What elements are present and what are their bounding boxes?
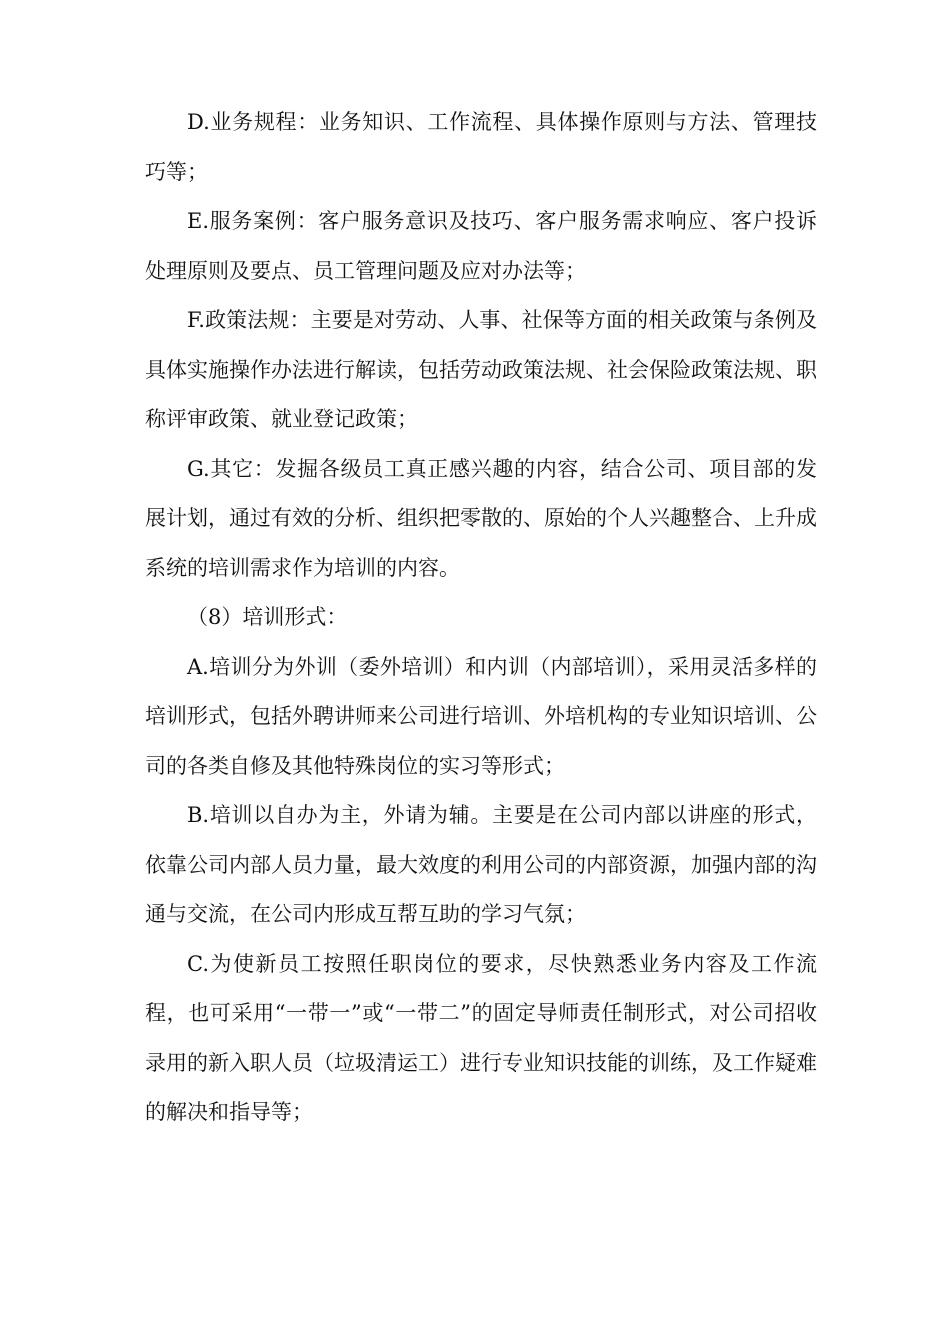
section-heading-training-forms: （8）培训形式：	[187, 605, 348, 629]
paragraph-others: G.其它：发掘各级员工真正感兴趣的内容，结合公司、项目部的发展计划，通过有效的分析、组织把零散的、原始的个人兴趣整合、上升成系统的培训需求作为培训的内容。	[145, 456, 817, 580]
paragraph-training-types: A.培训分为外训（委外培训）和内训（内部培训），采用灵活多样的培训形式，包括外聘讲师来公司进行培训、外培机构的专业知识培训、公司的各类自修及其他特殊岗位的实习等形式；	[145, 654, 817, 778]
paragraph-service-cases: E.服务案例：客户服务意识及技巧、客户服务需求响应、客户投诉处理原则及要点、员工管理问题及应对办法等；	[145, 209, 817, 283]
paragraph-internal-training: B.培训以自办为主，外请为辅。主要是在公司内部以讲座的形式，依靠公司内部人员力量，最大效度的利用公司的内部资源，加强内部的沟通与交流，在公司内形成互帮互助的学习气氛；	[145, 803, 817, 926]
paragraph-mentorship: C.为使新员工按照任职岗位的要求，尽快熟悉业务内容及工作流程，也可采用“一带一”或“一带二”的固定导师责任制形式，对公司招收录用的新入职人员（垃圾清运工）进行专业知识技能的训练，及工作疑难的解决和指导等；	[145, 951, 817, 1124]
document-body	[145, 98, 817, 1138]
paragraph-business-procedures: D.业务规程：业务知识、工作流程、具体操作原则与方法、管理技巧等；	[145, 110, 817, 184]
paragraph-policies-regulations: F.政策法规：主要是对劳动、人事、社保等方面的相关政策与条例及具体实施操作办法进行解读，包括劳动政策法规、社会保险政策法规、职称评审政策、就业登记政策；	[145, 308, 817, 431]
